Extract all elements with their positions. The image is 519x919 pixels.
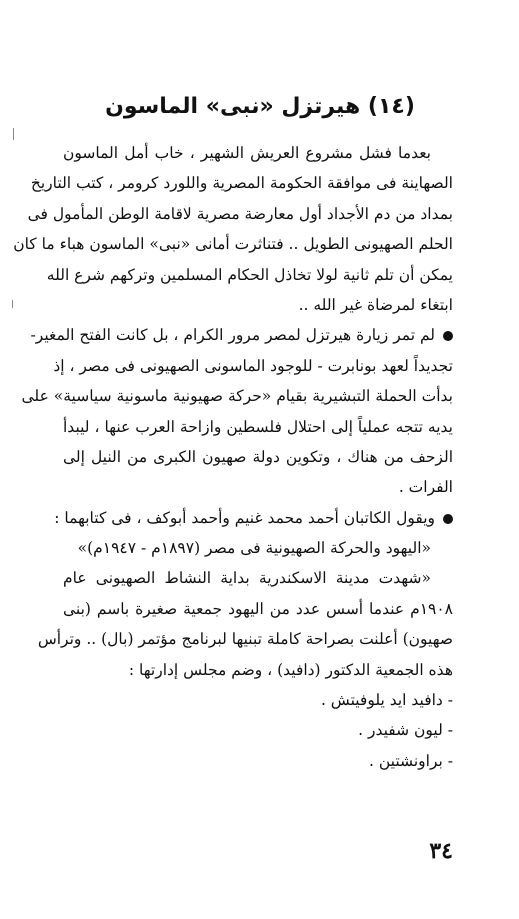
- text-line: يديه تتجه عملياً إلى احتلال فلسطين وازاحة العرب عنها ، ليبدأ: [63, 417, 453, 436]
- list-item: - دافيد ايد يلوفيتش .: [320, 691, 453, 710]
- bullet-paragraph-line: [30, 320, 453, 350]
- page-number: ٣٤: [429, 838, 453, 864]
- chapter-title: (١٤) هيرتزل «نبى» الماسون: [105, 94, 415, 119]
- text-line: ابتغاء لمرضاة غير الله ..: [298, 295, 453, 314]
- text-line: ويقول الكاتبان أحمد محمد غنيم وأحمد أبوكف ، فى كتابهما :: [54, 508, 435, 527]
- text-line: الحلم الصهيونى الطويل .. فتناثرت أمانى «نبى» الماسون هباء ما كان: [13, 235, 453, 254]
- text-line: بعدما فشل مشروع العريش الشهير ، خاب أمل الماسون: [63, 144, 431, 162]
- scan-mark: [13, 128, 14, 140]
- list-item: - براونشتين .: [369, 751, 453, 770]
- text-line: يمكن أن تلم ثانية لولا تخاذل الحكام المسلمين وتركهم شرع الله: [46, 265, 453, 284]
- text-line: الصهاينة فى موافقة الحكومة المصرية واللورد كرومر ، كتب التاريخ: [30, 174, 453, 193]
- text-line: بدأت الحملة التبشيرية بقيام «حركة صهيونية ماسونية سياسية» على: [21, 387, 453, 406]
- bullet-icon: [443, 514, 453, 524]
- text-line: ١٩٠٨م عندما أسس عدد من اليهود جمعية صغيرة باسم (بنى: [63, 599, 453, 618]
- scan-mark: [12, 300, 13, 308]
- text-line: لم تمر زيارة هيرتزل لمصر مرور الكرام ، بل كانت الفتح المغير-: [30, 326, 435, 345]
- bullet-icon: [443, 331, 453, 341]
- bullet-paragraph-line: [54, 503, 453, 533]
- text-line: الفرات .: [398, 478, 453, 497]
- body-text: [13, 138, 453, 776]
- text-line: هذه الجمعية الدكتور (دافيد) ، وضم مجلس إدارتها :: [128, 660, 453, 679]
- text-line: صهيون) أعلنت بصراحة كاملة تبنيها لبرنامج مؤتمر (بال) .. وترأس: [37, 630, 453, 649]
- text-line: بمداد من دم الأجداد أول معارضة مصرية لاقامة الوطن المأمول فى: [27, 204, 453, 223]
- list-item: - ليون شفيدر .: [358, 721, 453, 740]
- quoted-book-title: «اليهود والحركة الصهيونية فى مصر (١٨٩٧م - ١٩٤٧م)»: [77, 539, 431, 558]
- text-line: «شهدت مدينة الاسكندرية بداية النشاط الصهيونى عام: [63, 569, 431, 588]
- text-line: الزحف من هناك ، وتكوين دولة صهيون الكبرى من النيل إلى: [63, 447, 453, 466]
- text-line: تجديداً لعهد بونابرت - للوجود الماسونى الصهيونى فى مصر ، إذ: [53, 356, 453, 375]
